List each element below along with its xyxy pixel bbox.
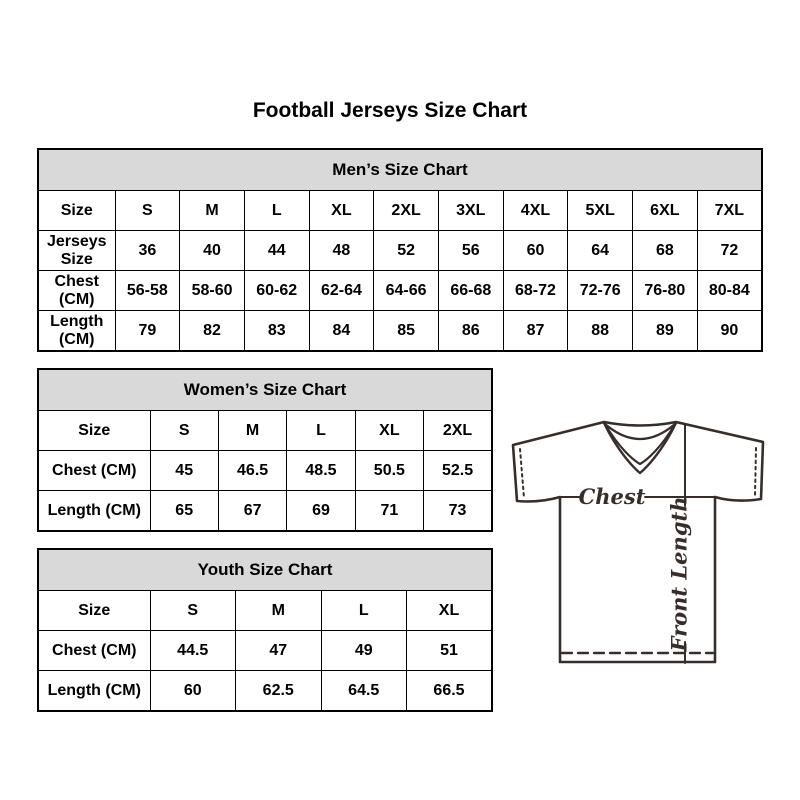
value-cell: 87 (503, 311, 568, 352)
value-cell: 40 (180, 231, 245, 271)
table-row (38, 411, 492, 451)
jersey-outline (513, 422, 763, 662)
value-cell: 50.5 (355, 451, 423, 491)
row-label-cell: Size (38, 191, 115, 231)
value-cell: 2XL (374, 191, 439, 231)
value-cell: 2XL (424, 411, 492, 451)
value-cell: 68 (633, 231, 698, 271)
right-cuff-stitch-line (755, 448, 756, 496)
left-cuff-stitch-line (520, 449, 524, 498)
value-cell: 64-66 (374, 271, 439, 311)
row-label-cell: Length (CM) (38, 491, 150, 532)
value-cell: 44 (244, 231, 309, 271)
row-label-cell: Length (CM) (38, 671, 150, 712)
front-length-label: Front Length (666, 496, 692, 652)
youth-size-table (37, 548, 493, 712)
value-cell: 83 (244, 311, 309, 352)
value-cell: 36 (115, 231, 180, 271)
value-cell: 3XL (438, 191, 503, 231)
value-cell: 82 (180, 311, 245, 352)
value-cell: 51 (407, 631, 493, 671)
table-row (38, 591, 492, 631)
value-cell: 4XL (503, 191, 568, 231)
value-cell: S (150, 411, 218, 451)
womens-size-table (37, 368, 493, 532)
value-cell: 47 (236, 631, 322, 671)
jersey-measurement-diagram (505, 408, 777, 680)
youth-table-title: Youth Size Chart (38, 549, 492, 591)
table-band-row (38, 369, 492, 411)
row-label-cell: Chest (CM) (38, 451, 150, 491)
table-row (38, 491, 492, 532)
row-label-cell: Chest (CM) (38, 271, 115, 311)
value-cell: 67 (218, 491, 286, 532)
value-cell: M (218, 411, 286, 451)
value-cell: 62.5 (236, 671, 322, 712)
row-label-cell: Size (38, 591, 150, 631)
value-cell: 48.5 (287, 451, 355, 491)
row-label-cell: Jerseys Size (38, 231, 115, 271)
value-cell: 45 (150, 451, 218, 491)
value-cell: 49 (321, 631, 407, 671)
table-row (38, 271, 762, 311)
value-cell: 80-84 (697, 271, 762, 311)
value-cell: 88 (568, 311, 633, 352)
value-cell: 68-72 (503, 271, 568, 311)
value-cell: 62-64 (309, 271, 374, 311)
value-cell: 5XL (568, 191, 633, 231)
value-cell: 58-60 (180, 271, 245, 311)
value-cell: S (115, 191, 180, 231)
value-cell: XL (309, 191, 374, 231)
value-cell: 60 (503, 231, 568, 271)
value-cell: 84 (309, 311, 374, 352)
chest-label: Chest (578, 484, 646, 509)
value-cell: 64.5 (321, 671, 407, 712)
value-cell: XL (407, 591, 493, 631)
table-row (38, 671, 492, 712)
row-label-cell: Size (38, 411, 150, 451)
value-cell: 79 (115, 311, 180, 352)
table-band-row (38, 149, 762, 191)
value-cell: XL (355, 411, 423, 451)
row-label-cell: Length (CM) (38, 311, 115, 352)
value-cell: 73 (424, 491, 492, 532)
value-cell: 90 (697, 311, 762, 352)
value-cell: L (244, 191, 309, 231)
table-row (38, 311, 762, 352)
value-cell: M (236, 591, 322, 631)
value-cell: 6XL (633, 191, 698, 231)
value-cell: 60-62 (244, 271, 309, 311)
value-cell: L (321, 591, 407, 631)
value-cell: L (287, 411, 355, 451)
table-row (38, 191, 762, 231)
value-cell: 52.5 (424, 451, 492, 491)
value-cell: 60 (150, 671, 236, 712)
mens-size-table (37, 148, 763, 352)
table-row (38, 631, 492, 671)
value-cell: S (150, 591, 236, 631)
womens-table-title: Women’s Size Chart (38, 369, 492, 411)
value-cell: 85 (374, 311, 439, 352)
value-cell: 66-68 (438, 271, 503, 311)
table-row (38, 451, 492, 491)
value-cell: 72-76 (568, 271, 633, 311)
value-cell: 56 (438, 231, 503, 271)
table-row (38, 231, 762, 271)
value-cell: 48 (309, 231, 374, 271)
value-cell: 76-80 (633, 271, 698, 311)
value-cell: 65 (150, 491, 218, 532)
value-cell: 66.5 (407, 671, 493, 712)
value-cell: 72 (697, 231, 762, 271)
value-cell: M (180, 191, 245, 231)
page-title: Football Jerseys Size Chart (252, 99, 528, 122)
value-cell: 69 (287, 491, 355, 532)
table-band-row (38, 549, 492, 591)
value-cell: 64 (568, 231, 633, 271)
value-cell: 89 (633, 311, 698, 352)
value-cell: 71 (355, 491, 423, 532)
value-cell: 7XL (697, 191, 762, 231)
value-cell: 86 (438, 311, 503, 352)
row-label-cell: Chest (CM) (38, 631, 150, 671)
value-cell: 44.5 (150, 631, 236, 671)
value-cell: 52 (374, 231, 439, 271)
value-cell: 56-58 (115, 271, 180, 311)
value-cell: 46.5 (218, 451, 286, 491)
mens-table-title: Men’s Size Chart (38, 149, 762, 191)
